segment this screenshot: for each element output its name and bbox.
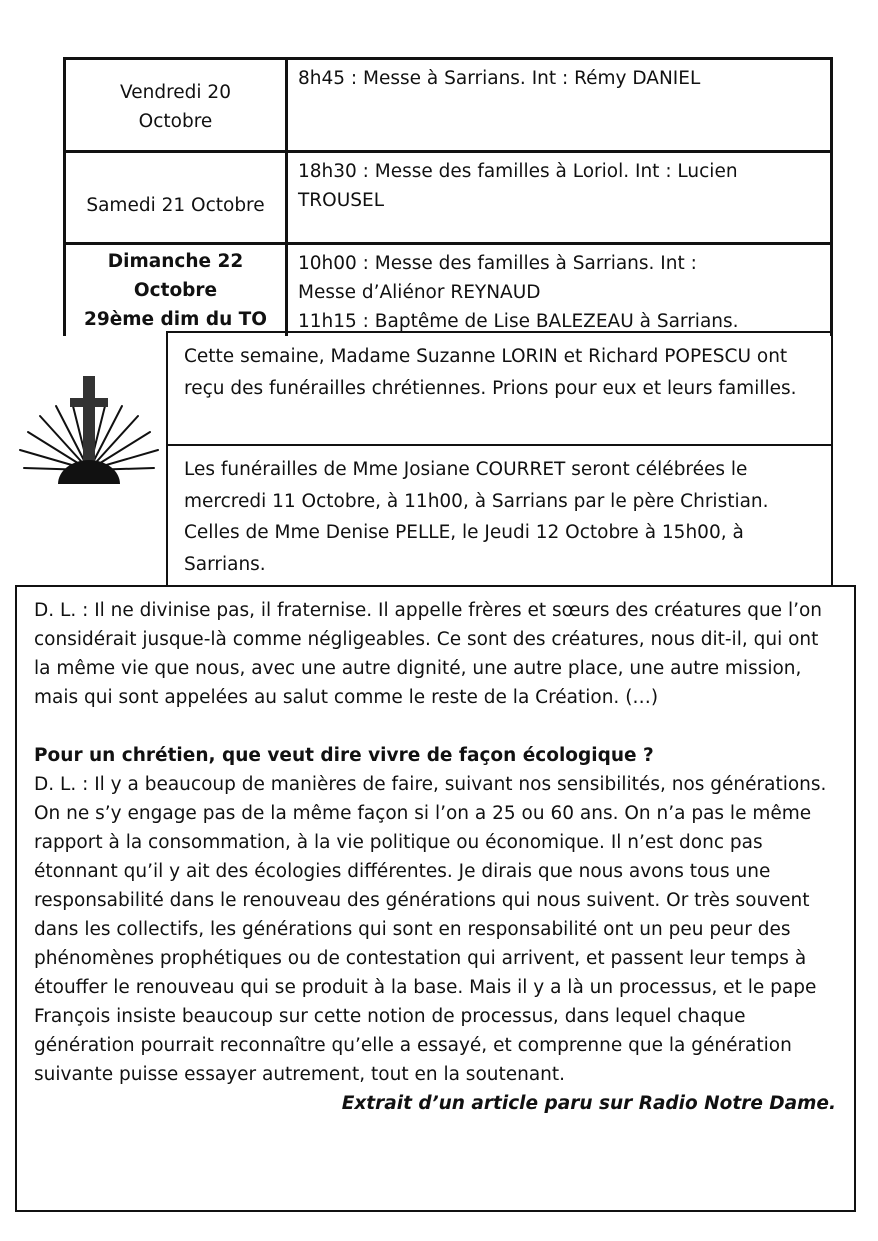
funeral-notice: Cette semaine, Madame Suzanne LORIN et Richard POPESCU ont reçu des funérailles chrétiennes. Prions pour eux et leurs familles. — [168, 333, 831, 446]
schedule-day — [65, 59, 287, 152]
notices-box — [166, 331, 833, 586]
schedule-row-sunday — [65, 244, 832, 337]
article-answer: D. L. : Il y a beaucoup de manières de faire, suivant nos sensibilités, nos générations. On ne s’y engage pas de la même façon si l’on a 25 ou 60 ans. On n’a pas le même rapport à la consommation, à la vie politique ou économique. Il n’est donc pas étonnant qu’il y ait des écologies différentes. Je dirais que nous avons tous une responsabilité dans le renouveau des générations qui nous suivent. Or très souvent dans les collectifs, les générations qui sont en responsabilité ont un peu peur des phénomènes prophétiques ou de contestation qui arrivent, et passent leur temps à étouffer le renouveau qui se produit à la base. Mais il y a là un processus, et le pape François insiste beaucoup sur cette notion de processus, dans lequel chaque génération pourrait reconnaître qu’elle a essayé, et comprenne que la génération suivante puisse essayer autrement, tout en la soutenant. — [34, 774, 827, 1085]
day-line: Octobre — [133, 280, 218, 301]
event-line: 8h45 : Messe à Sarrians. Int : Rémy DANIEL — [298, 68, 701, 89]
mass-schedule-table — [63, 57, 833, 336]
day-line: Vendredi 20 — [120, 82, 231, 103]
event-line: 18h30 : Messe des familles à Loriol. Int : Lucien TROUSEL — [298, 161, 738, 211]
schedule-row-friday — [65, 59, 832, 152]
day-line: Samedi 21 Octobre — [86, 195, 265, 216]
article-excerpt — [15, 585, 856, 1212]
day-line: 29ème dim du TO — [83, 309, 268, 330]
cross-sunrise-icon — [14, 362, 164, 512]
schedule-day — [65, 244, 287, 337]
event-line: 10h00 : Messe des familles à Sarrians. Int : — [298, 253, 697, 274]
funeral-announcement: Les funérailles de Mme Josiane COURRET seront célébrées le mercredi 11 Octobre, à 11h00, à Sarrians par le père Christian. Celles de Mme Denise PELLE, le Jeudi 12 Octobre à 15h00, à Sarrians. — [184, 459, 769, 575]
schedule-events — [287, 59, 832, 152]
schedule-day — [65, 152, 287, 244]
article-question: Pour un chrétien, que veut dire vivre de façon écologique ? — [34, 745, 654, 766]
event-line: Messe d’Aliénor REYNAUD — [298, 282, 541, 303]
day-line: Octobre — [138, 111, 213, 132]
article-source: Extrait d’un article paru sur Radio Notre Dame. — [341, 1093, 836, 1114]
schedule-events — [287, 244, 832, 337]
article-intro: D. L. : Il ne divinise pas, il fraternise. Il appelle frères et sœurs des créatures que l’on considérait jusque-là comme négligeables. Ce sont des créatures, nous dit-il, qui ont la même vie que nous, avec une autre dignité, une autre place, une autre mission, mais qui sont appelées au salut comme le reste de la Création. (…) — [34, 600, 823, 708]
event-line: 11h15 : Baptême de Lise BALEZEAU à Sarrians. — [298, 311, 739, 332]
schedule-events — [287, 152, 832, 244]
day-line: Dimanche 22 — [107, 251, 244, 272]
schedule-row-saturday — [65, 152, 832, 244]
